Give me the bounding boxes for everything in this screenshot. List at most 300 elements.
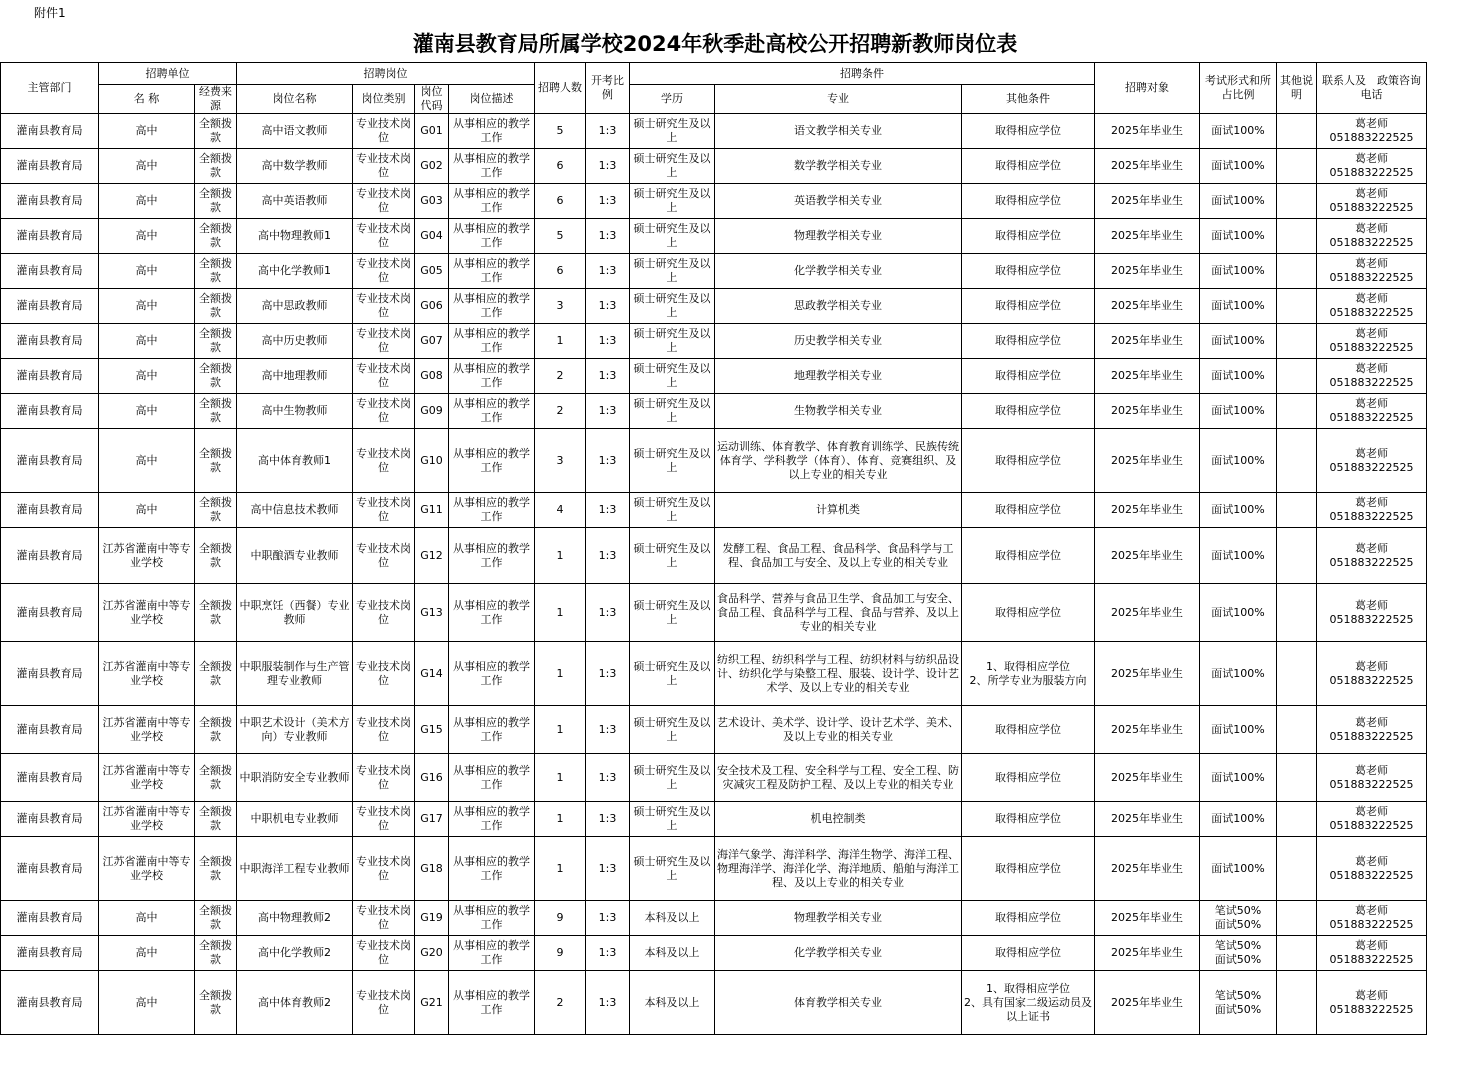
cell-dept: 灌南县教育局 [1,706,99,754]
cell-ratio: 1:3 [586,493,630,528]
cell-post-desc: 从事相应的教学工作 [449,528,535,584]
cell-contact [1317,324,1427,359]
cell-post-type: 专业技术岗位 [353,184,415,219]
cell-dept: 灌南县教育局 [1,149,99,184]
cell-exam: 面试100% [1200,184,1277,219]
cell-count: 2 [535,359,586,394]
cell-post-code: G02 [415,149,449,184]
cell-count: 1 [535,584,586,642]
cell-count: 2 [535,394,586,429]
cell-edu: 硕士研究生及以上 [630,642,715,706]
contact-phone: 051883222525 [1329,201,1414,214]
cell-edu: 本科及以上 [630,901,715,936]
cell-major: 纺织工程、纺织科学与工程、纺织材料与纺织品设计、纺织化学与染整工程、服装、设计学、设计艺术学、及以上专业的相关专业 [715,642,962,706]
contact-phone: 051883222525 [1329,555,1414,569]
header-post-desc: 岗位描述 [449,85,535,114]
contact-name: 葛老师 [1355,222,1389,235]
cell-funding: 全额拨款 [195,837,237,901]
cell-major: 艺术设计、美术学、设计学、设计艺术学、美术、及以上专业的相关专业 [715,706,962,754]
cell-other: 取得相应学位 [962,528,1095,584]
cell-funding: 全额拨款 [195,642,237,706]
cell-major: 食品科学、营养与食品卫生学、食品加工与安全、食品工程、食品科学与工程、食品与营养、及以上专业的相关专业 [715,584,962,642]
cell-note [1277,429,1317,493]
cell-note [1277,184,1317,219]
cell-major: 计算机类 [715,493,962,528]
cell-ratio: 1:3 [586,184,630,219]
contact-phone: 051883222525 [1329,131,1414,144]
cell-other: 取得相应学位 [962,254,1095,289]
cell-post-code: G04 [415,219,449,254]
cell-funding: 全额拨款 [195,394,237,429]
cell-ratio: 1:3 [586,289,630,324]
cell-other: 取得相应学位 [962,754,1095,802]
cell-other: 取得相应学位 [962,324,1095,359]
cell-major: 物理教学相关专业 [715,901,962,936]
cell-count: 5 [535,219,586,254]
cell-other: 取得相应学位 [962,394,1095,429]
cell-post-name: 高中语文教师 [237,114,353,149]
cell-contact [1317,837,1427,901]
cell-post-desc: 从事相应的教学工作 [449,706,535,754]
cell-ratio: 1:3 [586,971,630,1035]
cell-count: 2 [535,971,586,1035]
cell-dept: 灌南县教育局 [1,289,99,324]
table-row [1,754,1427,802]
cell-funding: 全额拨款 [195,706,237,754]
cell-unit: 高中 [99,184,195,219]
cell-ratio: 1:3 [586,528,630,584]
attachment-label: 附件1 [34,6,66,20]
cell-exam: 面试100% [1200,528,1277,584]
cell-dept: 灌南县教育局 [1,642,99,706]
cell-contact [1317,936,1427,971]
cell-other: 取得相应学位 [962,936,1095,971]
cell-ratio: 1:3 [586,642,630,706]
header-dept: 主管部门 [1,63,99,114]
contact-phone: 051883222525 [1329,236,1414,249]
cell-unit: 高中 [99,429,195,493]
cell-edu: 硕士研究生及以上 [630,184,715,219]
contact-name: 葛老师 [1355,939,1389,952]
table-row [1,324,1427,359]
header-post-group: 招聘岗位 [237,63,535,85]
cell-target: 2025年毕业生 [1095,706,1200,754]
cell-post-desc: 从事相应的教学工作 [449,114,535,149]
cell-note [1277,837,1317,901]
cell-dept: 灌南县教育局 [1,394,99,429]
cell-edu: 硕士研究生及以上 [630,149,715,184]
cell-post-name: 高中物理教师1 [237,219,353,254]
cell-post-code: G01 [415,114,449,149]
cell-count: 1 [535,802,586,837]
header-cond-group: 招聘条件 [630,63,1095,85]
cell-funding: 全额拨款 [195,289,237,324]
contact-name: 葛老师 [1355,598,1389,612]
contact-phone: 051883222525 [1329,819,1414,832]
cell-exam: 面试100% [1200,289,1277,324]
recruitment-table [0,62,1427,1035]
contact-name: 葛老师 [1355,496,1389,509]
cell-post-name: 高中英语教师 [237,184,353,219]
table-row [1,219,1427,254]
cell-post-desc: 从事相应的教学工作 [449,642,535,706]
cell-post-name: 高中化学教师2 [237,936,353,971]
cell-post-code: G06 [415,289,449,324]
header-post-type: 岗位类别 [353,85,415,114]
contact-phone: 051883222525 [1329,306,1414,319]
cell-other: 取得相应学位 [962,114,1095,149]
cell-major: 安全技术及工程、安全科学与工程、安全工程、防灾减灾工程及防护工程、及以上专业的相关专业 [715,754,962,802]
cell-ratio: 1:3 [586,936,630,971]
cell-ratio: 1:3 [586,754,630,802]
cell-post-code: G14 [415,642,449,706]
cell-exam: 面试100% [1200,584,1277,642]
cell-unit: 江苏省灌南中等专业学校 [99,528,195,584]
cell-count: 4 [535,493,586,528]
table-body [1,114,1427,1035]
cell-ratio: 1:3 [586,837,630,901]
contact-name: 葛老师 [1355,362,1389,375]
cell-ratio: 1:3 [586,149,630,184]
cell-note [1277,802,1317,837]
cell-exam: 面试100% [1200,324,1277,359]
cell-contact [1317,219,1427,254]
cell-target: 2025年毕业生 [1095,493,1200,528]
cell-target: 2025年毕业生 [1095,289,1200,324]
cell-post-desc: 从事相应的教学工作 [449,324,535,359]
cell-other: 取得相应学位 [962,837,1095,901]
cell-note [1277,359,1317,394]
header-edu: 学历 [630,85,715,114]
cell-target: 2025年毕业生 [1095,149,1200,184]
cell-other: 取得相应学位 [962,289,1095,324]
cell-other: 取得相应学位 [962,359,1095,394]
cell-post-code: G12 [415,528,449,584]
cell-other: 取得相应学位 [962,706,1095,754]
cell-count: 5 [535,114,586,149]
cell-exam: 面试100% [1200,754,1277,802]
cell-post-name: 中职艺术设计（美术方向）专业教师 [237,706,353,754]
header-contact: 联系人及 政策咨询电话 [1317,63,1427,114]
cell-post-type: 专业技术岗位 [353,359,415,394]
contact-name: 葛老师 [1355,805,1389,818]
cell-unit: 高中 [99,289,195,324]
contact-name: 葛老师 [1355,187,1389,200]
table-row [1,493,1427,528]
table-row [1,184,1427,219]
table-row [1,254,1427,289]
cell-dept: 灌南县教育局 [1,493,99,528]
cell-edu: 硕士研究生及以上 [630,584,715,642]
cell-dept: 灌南县教育局 [1,219,99,254]
cell-count: 9 [535,936,586,971]
table-row [1,359,1427,394]
cell-post-code: G08 [415,359,449,394]
cell-post-code: G11 [415,493,449,528]
cell-target: 2025年毕业生 [1095,429,1200,493]
cell-post-name: 中职机电专业教师 [237,802,353,837]
cell-post-code: G07 [415,324,449,359]
cell-other: 1、取得相应学位 2、具有国家二级运动员及以上证书 [962,971,1095,1035]
cell-post-name: 高中思政教师 [237,289,353,324]
cell-post-name: 高中体育教师1 [237,429,353,493]
cell-unit: 高中 [99,936,195,971]
cell-post-type: 专业技术岗位 [353,642,415,706]
table-row [1,901,1427,936]
contact-name: 葛老师 [1355,988,1389,1002]
cell-major: 化学教学相关专业 [715,936,962,971]
cell-post-type: 专业技术岗位 [353,493,415,528]
cell-note [1277,114,1317,149]
contact-phone: 051883222525 [1329,1002,1414,1016]
cell-post-desc: 从事相应的教学工作 [449,184,535,219]
cell-ratio: 1:3 [586,254,630,289]
cell-count: 6 [535,149,586,184]
contact-name: 葛老师 [1355,292,1389,305]
cell-dept: 灌南县教育局 [1,359,99,394]
cell-edu: 硕士研究生及以上 [630,219,715,254]
table-row [1,971,1427,1035]
cell-other: 取得相应学位 [962,901,1095,936]
cell-unit: 高中 [99,971,195,1035]
cell-dept: 灌南县教育局 [1,114,99,149]
cell-dept: 灌南县教育局 [1,971,99,1035]
cell-count: 9 [535,901,586,936]
cell-contact [1317,254,1427,289]
contact-phone: 051883222525 [1329,729,1414,743]
cell-edu: 硕士研究生及以上 [630,837,715,901]
cell-note [1277,754,1317,802]
cell-contact [1317,359,1427,394]
cell-exam: 面试100% [1200,219,1277,254]
cell-post-code: G15 [415,706,449,754]
cell-post-name: 中职服装制作与生产管理专业教师 [237,642,353,706]
cell-post-desc: 从事相应的教学工作 [449,149,535,184]
cell-note [1277,324,1317,359]
cell-ratio: 1:3 [586,901,630,936]
cell-major: 数学教学相关专业 [715,149,962,184]
cell-post-desc: 从事相应的教学工作 [449,219,535,254]
cell-unit: 江苏省灌南中等专业学校 [99,584,195,642]
cell-other: 取得相应学位 [962,584,1095,642]
cell-major: 思政教学相关专业 [715,289,962,324]
cell-post-type: 专业技术岗位 [353,429,415,493]
cell-contact [1317,584,1427,642]
cell-post-code: G17 [415,802,449,837]
contact-phone: 051883222525 [1329,271,1414,284]
cell-ratio: 1:3 [586,584,630,642]
cell-post-code: G03 [415,184,449,219]
contact-name: 葛老师 [1355,715,1389,729]
table-row [1,706,1427,754]
cell-other: 取得相应学位 [962,184,1095,219]
cell-unit: 高中 [99,901,195,936]
cell-post-name: 高中生物教师 [237,394,353,429]
cell-post-name: 中职海洋工程专业教师 [237,837,353,901]
cell-edu: 硕士研究生及以上 [630,802,715,837]
cell-unit: 高中 [99,324,195,359]
cell-funding: 全额拨款 [195,901,237,936]
cell-major: 生物教学相关专业 [715,394,962,429]
cell-major: 历史教学相关专业 [715,324,962,359]
cell-edu: 硕士研究生及以上 [630,359,715,394]
table-row [1,936,1427,971]
contact-phone: 051883222525 [1329,612,1414,626]
table-row [1,394,1427,429]
cell-target: 2025年毕业生 [1095,324,1200,359]
cell-dept: 灌南县教育局 [1,802,99,837]
cell-major: 地理教学相关专业 [715,359,962,394]
cell-edu: 硕士研究生及以上 [630,254,715,289]
cell-post-type: 专业技术岗位 [353,802,415,837]
contact-phone: 051883222525 [1329,953,1414,966]
cell-count: 3 [535,429,586,493]
cell-post-name: 中职酿酒专业教师 [237,528,353,584]
cell-dept: 灌南县教育局 [1,754,99,802]
cell-unit: 高中 [99,114,195,149]
cell-post-code: G16 [415,754,449,802]
header-count: 招聘人数 [535,63,586,114]
cell-post-code: G21 [415,971,449,1035]
cell-post-type: 专业技术岗位 [353,254,415,289]
cell-other: 取得相应学位 [962,493,1095,528]
cell-ratio: 1:3 [586,429,630,493]
cell-ratio: 1:3 [586,706,630,754]
cell-post-name: 高中物理教师2 [237,901,353,936]
contact-phone: 051883222525 [1329,673,1414,687]
cell-major: 体育教学相关专业 [715,971,962,1035]
cell-unit: 高中 [99,394,195,429]
cell-post-code: G13 [415,584,449,642]
cell-other: 取得相应学位 [962,149,1095,184]
cell-dept: 灌南县教育局 [1,429,99,493]
cell-exam: 面试100% [1200,642,1277,706]
cell-post-name: 高中历史教师 [237,324,353,359]
cell-post-type: 专业技术岗位 [353,289,415,324]
cell-target: 2025年毕业生 [1095,114,1200,149]
cell-major: 运动训练、体育教学、体育教育训练学、民族传统体育学、学科教学（体育）、体育、竞赛组织、及以上专业的相关专业 [715,429,962,493]
table-row [1,837,1427,901]
cell-post-desc: 从事相应的教学工作 [449,971,535,1035]
cell-other: 取得相应学位 [962,802,1095,837]
contact-phone: 051883222525 [1329,918,1414,931]
cell-edu: 硕士研究生及以上 [630,429,715,493]
cell-exam: 面试100% [1200,149,1277,184]
cell-funding: 全额拨款 [195,149,237,184]
contact-name: 葛老师 [1355,446,1389,460]
cell-exam: 面试100% [1200,493,1277,528]
cell-exam: 笔试50% 面试50% [1200,971,1277,1035]
table-row [1,289,1427,324]
cell-major: 机电控制类 [715,802,962,837]
contact-name: 葛老师 [1355,397,1389,410]
cell-note [1277,936,1317,971]
cell-unit: 高中 [99,493,195,528]
contact-name: 葛老师 [1355,257,1389,270]
cell-contact [1317,114,1427,149]
cell-post-desc: 从事相应的教学工作 [449,493,535,528]
document-title: 灌南县教育局所属学校2024年秋季赴高校公开招聘新教师岗位表 [412,32,1018,56]
cell-note [1277,493,1317,528]
cell-target: 2025年毕业生 [1095,754,1200,802]
cell-dept: 灌南县教育局 [1,901,99,936]
cell-unit: 江苏省灌南中等专业学校 [99,802,195,837]
cell-target: 2025年毕业生 [1095,802,1200,837]
cell-note [1277,394,1317,429]
cell-post-desc: 从事相应的教学工作 [449,254,535,289]
cell-target: 2025年毕业生 [1095,219,1200,254]
contact-phone: 051883222525 [1329,341,1414,354]
cell-exam: 面试100% [1200,802,1277,837]
cell-post-type: 专业技术岗位 [353,324,415,359]
contact-phone: 051883222525 [1329,777,1414,791]
cell-post-name: 高中信息技术教师 [237,493,353,528]
cell-unit: 江苏省灌南中等专业学校 [99,642,195,706]
cell-post-desc: 从事相应的教学工作 [449,394,535,429]
header-unit-group: 招聘单位 [99,63,237,85]
cell-edu: 本科及以上 [630,971,715,1035]
cell-exam: 面试100% [1200,254,1277,289]
cell-contact [1317,493,1427,528]
contact-name: 葛老师 [1355,659,1389,673]
cell-edu: 硕士研究生及以上 [630,114,715,149]
cell-count: 6 [535,184,586,219]
cell-edu: 本科及以上 [630,936,715,971]
cell-post-desc: 从事相应的教学工作 [449,429,535,493]
cell-post-type: 专业技术岗位 [353,754,415,802]
cell-other: 取得相应学位 [962,219,1095,254]
cell-funding: 全额拨款 [195,936,237,971]
contact-name: 葛老师 [1355,904,1389,917]
cell-ratio: 1:3 [586,324,630,359]
cell-exam: 面试100% [1200,394,1277,429]
cell-funding: 全额拨款 [195,324,237,359]
cell-post-name: 高中数学教师 [237,149,353,184]
cell-post-type: 专业技术岗位 [353,936,415,971]
cell-funding: 全额拨款 [195,359,237,394]
header-note: 其他说明 [1277,63,1317,114]
cell-ratio: 1:3 [586,394,630,429]
cell-post-type: 专业技术岗位 [353,706,415,754]
cell-note [1277,528,1317,584]
cell-note [1277,584,1317,642]
cell-note [1277,901,1317,936]
cell-contact [1317,429,1427,493]
contact-phone: 051883222525 [1329,411,1414,424]
cell-exam: 面试100% [1200,706,1277,754]
cell-major: 语文教学相关专业 [715,114,962,149]
cell-target: 2025年毕业生 [1095,837,1200,901]
cell-contact [1317,706,1427,754]
cell-target: 2025年毕业生 [1095,584,1200,642]
cell-funding: 全额拨款 [195,584,237,642]
contact-name: 葛老师 [1355,327,1389,340]
header-post-name: 岗位名称 [237,85,353,114]
cell-contact [1317,528,1427,584]
cell-post-code: G18 [415,837,449,901]
table-row [1,802,1427,837]
cell-target: 2025年毕业生 [1095,642,1200,706]
cell-target: 2025年毕业生 [1095,936,1200,971]
cell-target: 2025年毕业生 [1095,901,1200,936]
cell-ratio: 1:3 [586,219,630,254]
cell-note [1277,289,1317,324]
cell-count: 6 [535,254,586,289]
header-other: 其他条件 [962,85,1095,114]
cell-edu: 硕士研究生及以上 [630,493,715,528]
cell-exam: 面试100% [1200,429,1277,493]
cell-contact [1317,971,1427,1035]
